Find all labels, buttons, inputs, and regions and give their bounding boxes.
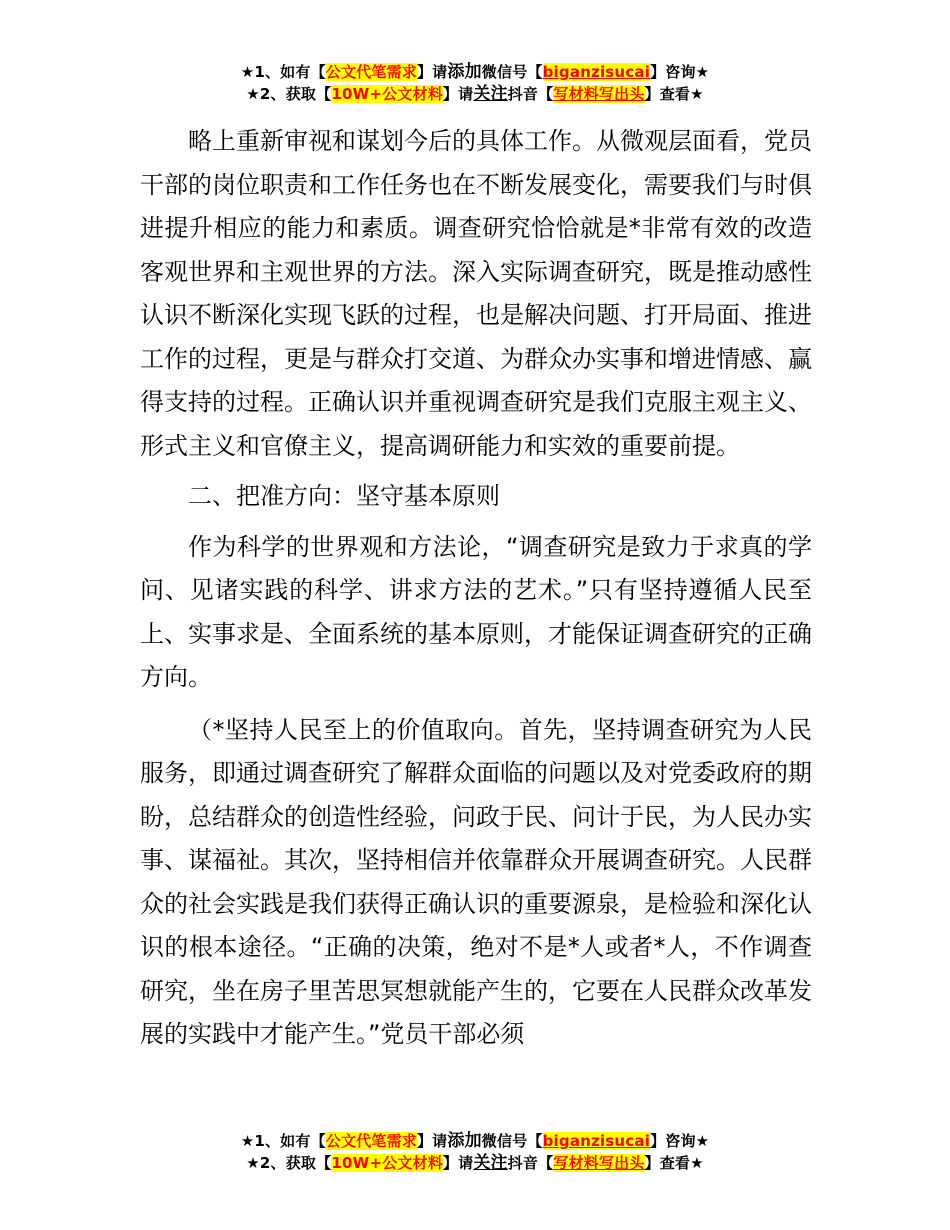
highlight-ghostwriting: 公文代笔需求 xyxy=(325,1132,417,1150)
banner-emphasis-add: 添加 xyxy=(447,62,482,82)
document-body xyxy=(140,120,812,1057)
banner-text: ★2、获取【 xyxy=(246,85,332,103)
banner-text: 】请 xyxy=(442,1154,474,1172)
banner-line-2 xyxy=(0,1152,950,1174)
banner-text: ★1、如有【 xyxy=(240,1132,326,1150)
banner-emphasis-follow: 关注 xyxy=(473,1153,508,1173)
footer-banner xyxy=(0,1130,950,1174)
banner-text: 】请 xyxy=(416,63,448,81)
banner-text: 微信号【 xyxy=(481,1132,543,1150)
highlight-ghostwriting: 公文代笔需求 xyxy=(325,63,417,81)
banner-text: ★1、如有【 xyxy=(240,63,326,81)
banner-emphasis-add: 添加 xyxy=(447,1131,482,1151)
paragraph-4: （*坚持人民至上的价值取向。首先，坚持调查研究为人民服务，即通过调查研究了解群众面临的问题以及对党委政府的期盼，总结群众的创造性经验，问政于民、问计于民，为人民办实事、谋福祉。其次，坚持相信并依靠群众开展调查研究。人民群众的社会实践是我们获得正确认识的重要源泉，是检验和深化认识的根本途径。“正确的决策，绝对不是*人或者*人，不作调查研究，坐在房子里苦思冥想就能产生的，它要在人民群众改革发展的实践中才能产生。”党员干部必须 xyxy=(140,715,812,1048)
wechat-id: biganzisucai xyxy=(542,1132,651,1150)
douyin-account: 写材料写出头 xyxy=(553,85,645,103)
banner-emphasis-follow: 关注 xyxy=(473,84,508,104)
banner-text: 】咨询★ xyxy=(650,1132,710,1150)
douyin-account: 写材料写出头 xyxy=(553,1154,645,1172)
banner-text: 抖音【 xyxy=(507,85,554,103)
banner-line-1 xyxy=(0,61,950,83)
highlight-materials: 10W+公文材料 xyxy=(331,85,443,103)
paragraph-3: 作为科学的世界观和方法论，“调查研究是致力于求真的学问、见诸实践的科学、讲求方法的艺术。”只有坚持遵循人民至上、实事求是、全面系统的基本原则，才能保证调查研究的正确方向。 xyxy=(140,532,812,691)
highlight-materials: 10W+公文材料 xyxy=(331,1154,443,1172)
paragraph-1: 略上重新审视和谋划今后的具体工作。从微观层面看，党员干部的岗位职责和工作任务也在不断发展变化，需要我们与时俱进提升相应的能力和素质。调查研究恰恰就是*非常有效的改造客观世界和主观世界的方法。深入实际调查研究，既是推动感性认识不断深化实现飞跃的过程，也是解决问题、打开局面、推进工作的过程，更是与群众打交道、为群众办实事和增进情感、赢得支持的过程。正确认识并重视调查研究是我们克服主观主义、形式主义和官僚主义，提高调研能力和实效的重要前提。 xyxy=(140,127,812,460)
banner-text: ★2、获取【 xyxy=(246,1154,332,1172)
wechat-id: biganzisucai xyxy=(542,63,651,81)
banner-line-1 xyxy=(0,1130,950,1152)
banner-text: 微信号【 xyxy=(481,63,543,81)
banner-line-2 xyxy=(0,83,950,105)
banner-text: 】咨询★ xyxy=(650,63,710,81)
banner-text: 】请 xyxy=(442,85,474,103)
banner-text: 】查看★ xyxy=(644,1154,704,1172)
banner-text: 抖音【 xyxy=(507,1154,554,1172)
section-heading-2: 二、把准方向：坚守基本原则 xyxy=(188,482,500,510)
banner-text: 】请 xyxy=(416,1132,448,1150)
header-banner xyxy=(0,61,950,105)
banner-text: 】查看★ xyxy=(644,85,704,103)
